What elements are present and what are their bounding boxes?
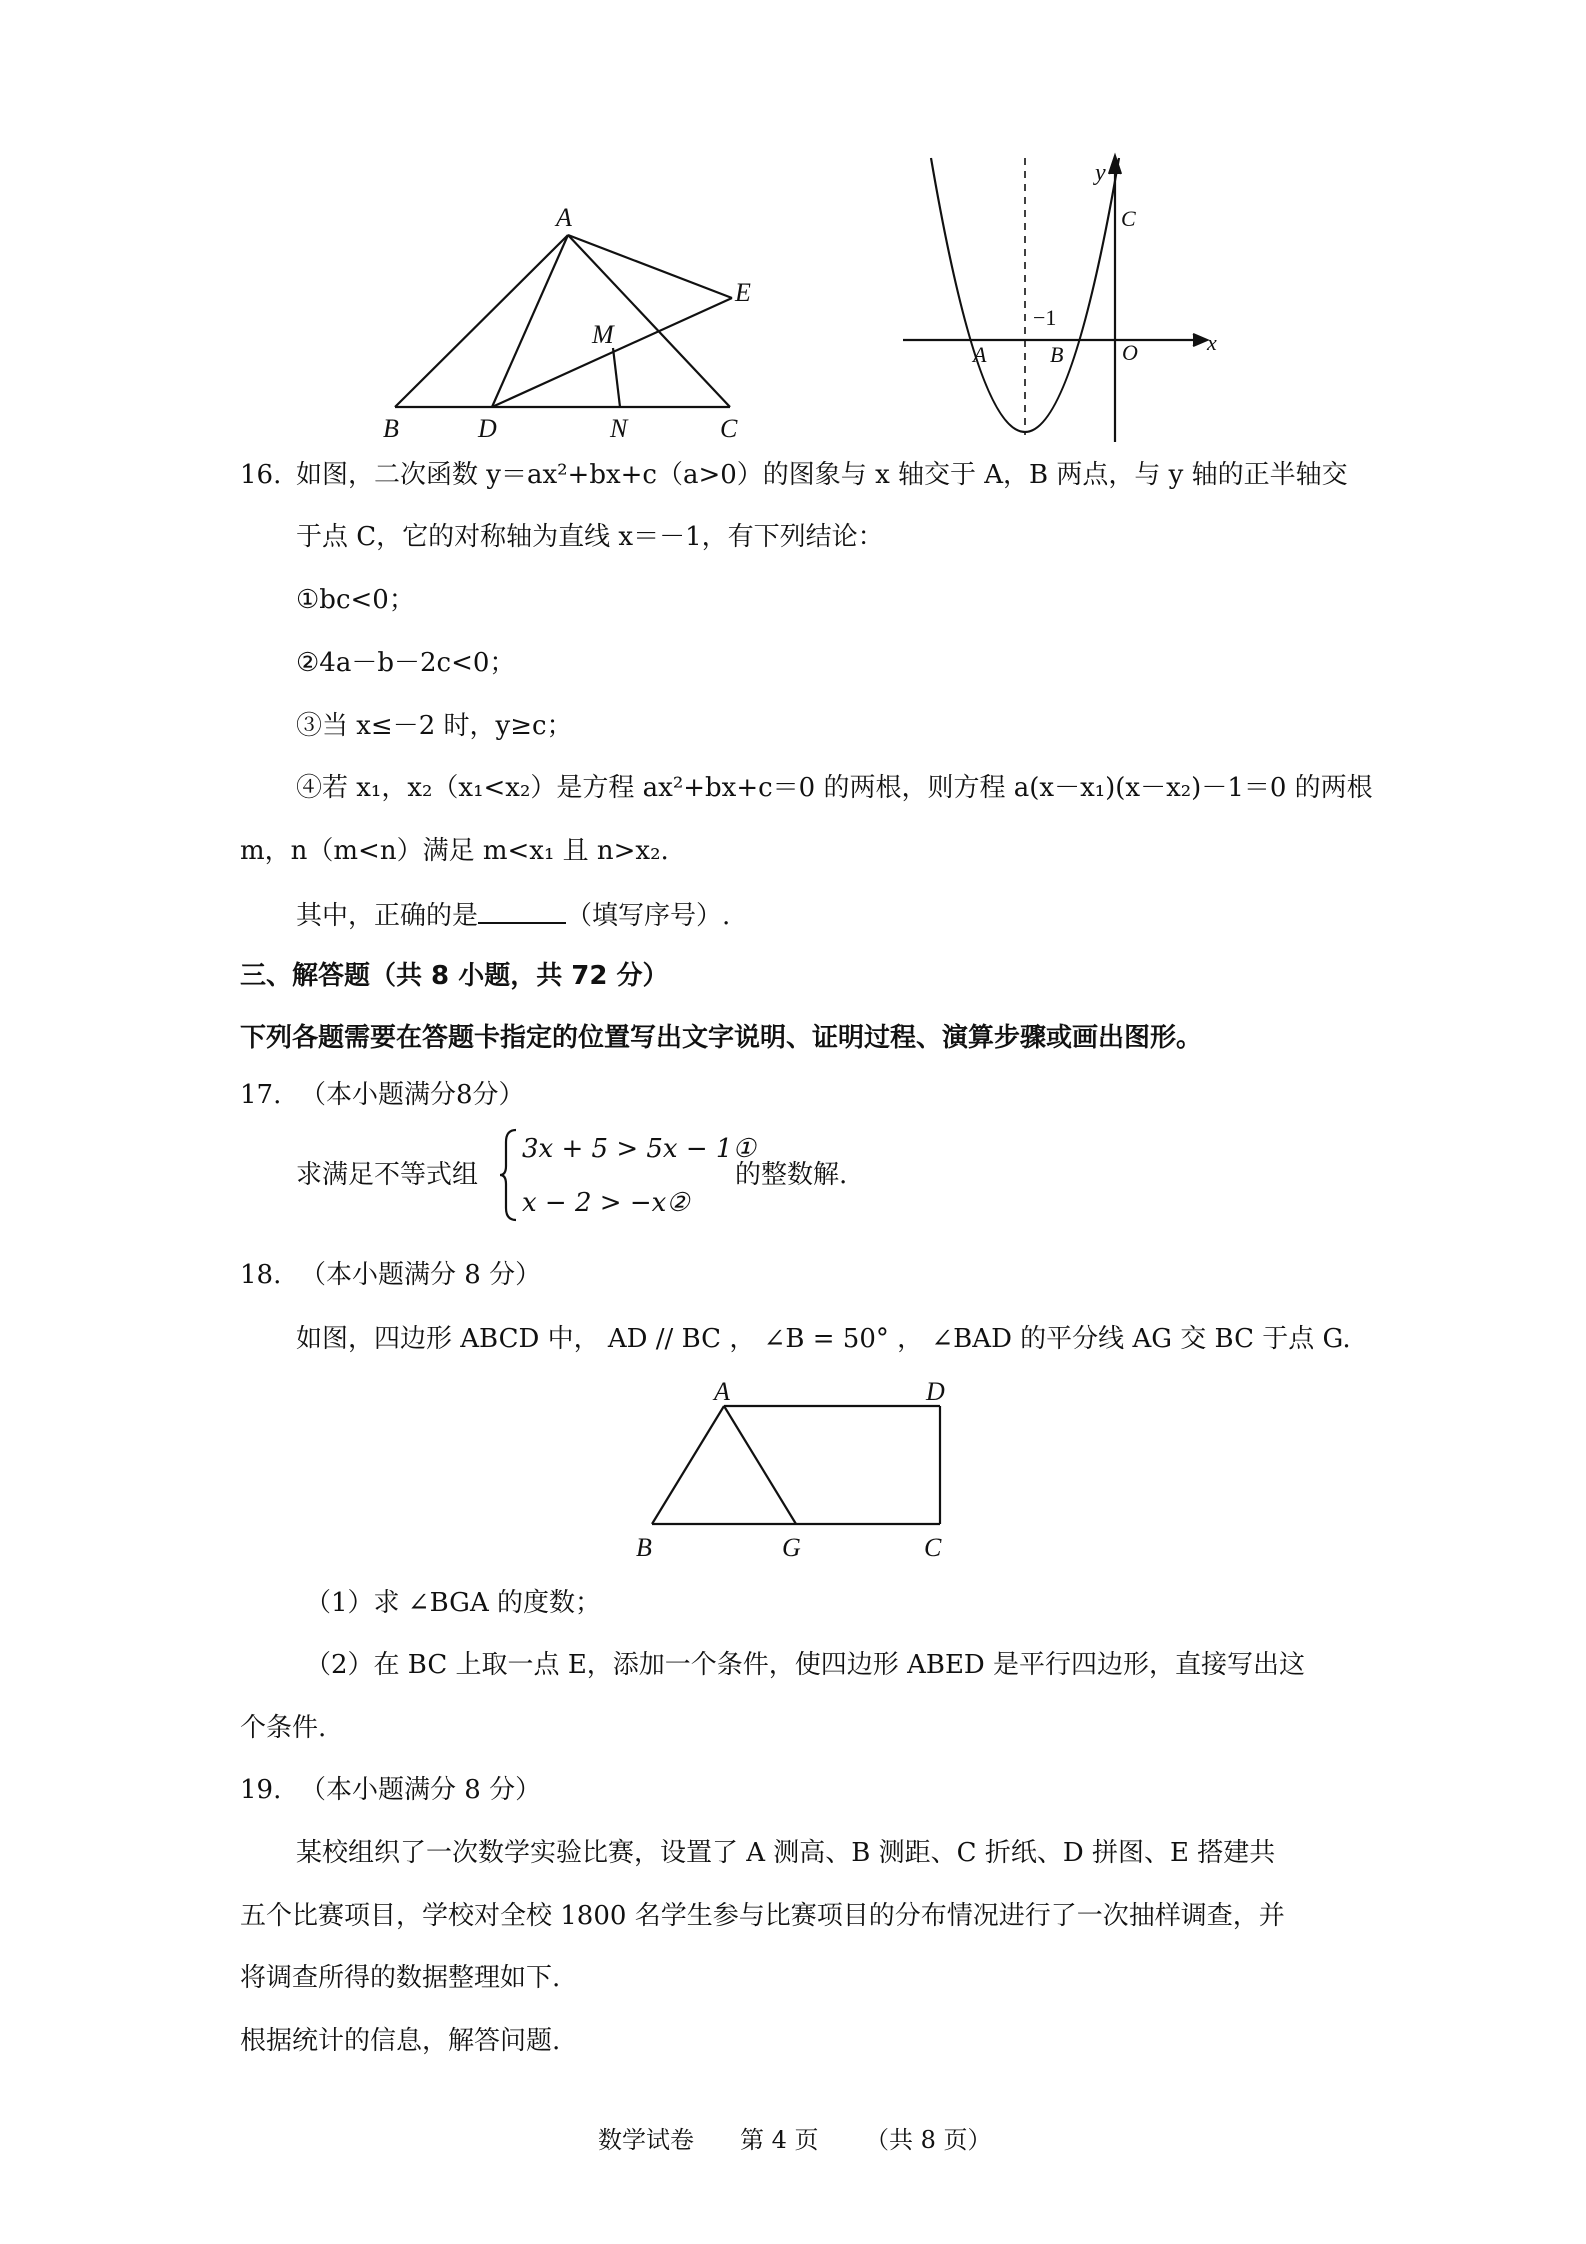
- q16-conclusion-4a: ④若 x₁，x₂（x₁<x₂）是方程 ax²+bx+c＝0 的两根，则方程 a(x－x₁)(x－x₂)－1＝0 的两根: [296, 773, 1373, 803]
- label-E: E: [735, 278, 751, 307]
- q17-post: 的整数解.: [735, 1160, 848, 1190]
- section3-title: 三、解答题（共 8 小题，共 72 分）: [240, 961, 669, 991]
- label-B: B: [636, 1533, 652, 1562]
- footer-total: （共 8 页）: [865, 2126, 992, 2154]
- q16-question-pre: 其中，正确的是: [296, 901, 479, 931]
- q16-question: [296, 900, 730, 929]
- q16-number: 16.: [240, 460, 282, 490]
- footer-subject: 数学试卷: [598, 2126, 694, 2154]
- label-D: D: [926, 1377, 945, 1406]
- section3-instructions: 下列各题需要在答题卡指定的位置写出文字说明、证明过程、演算步骤或画出图形。: [240, 1023, 1203, 1053]
- q16-conclusion-4b: m，n（m<n）满足 m<x₁ 且 n>x₂.: [240, 836, 669, 866]
- label-C: C: [924, 1533, 942, 1562]
- parabola-figure: [895, 150, 1230, 450]
- q19-score: （本小题满分 8 分）: [300, 1775, 542, 1805]
- q16-conclusion-3: ③当 x≤－2 时，y≥c；: [296, 711, 573, 741]
- q17-pre: 求满足不等式组: [296, 1160, 479, 1190]
- q17-number: 17.: [240, 1080, 282, 1110]
- triangle-figure: [370, 195, 760, 445]
- label-A: A: [556, 203, 572, 232]
- q18-part-1: （1）求 ∠BGA 的度数；: [305, 1588, 601, 1618]
- label-C: C: [1121, 206, 1136, 231]
- q16-conclusion-1: ①bc<0；: [296, 585, 415, 615]
- q16-question-post: （填写序号）.: [566, 901, 731, 931]
- label-C: C: [720, 414, 738, 443]
- q19-line1: 某校组织了一次数学实验比赛，设置了 A 测高、B 测距、C 折纸、D 拼图、E 搭建共: [296, 1838, 1276, 1868]
- label-M: M: [592, 320, 614, 349]
- q18-number: 18.: [240, 1260, 282, 1290]
- label-A: A: [714, 1377, 730, 1406]
- label-neg1: −1: [1033, 305, 1057, 330]
- label-B: B: [383, 414, 399, 443]
- footer-page: 第 4 页: [740, 2126, 819, 2154]
- q18-stem: 如图，四边形 ABCD 中， AD // BC ， ∠B = 50° ， ∠BAD 的平分线 AG 交 BC 于点 G.: [296, 1324, 1351, 1354]
- q16-line2: 于点 C，它的对称轴为直线 x＝－1，有下列结论：: [296, 522, 884, 552]
- label-O: O: [1122, 340, 1138, 365]
- quadrilateral-figure: [630, 1372, 970, 1562]
- axis-y-label: y: [1095, 160, 1106, 186]
- q18-part-2b: 个条件.: [240, 1713, 327, 1743]
- q16-conclusion-2: ②4a－b－2c<0；: [296, 648, 516, 678]
- q17-inequality-1: 3x + 5 > 5x − 1①: [522, 1134, 756, 1164]
- label-N: N: [610, 414, 628, 443]
- q18-score: （本小题满分 8 分）: [300, 1260, 542, 1290]
- label-D: D: [478, 414, 497, 443]
- q19-line2: 五个比赛项目，学校对全校 1800 名学生参与比赛项目的分布情况进行了一次抽样调查，并: [240, 1901, 1285, 1931]
- q18-part-2a: （2）在 BC 上取一点 E，添加一个条件，使四边形 ABED 是平行四边形，直接写出这: [305, 1650, 1306, 1680]
- q17-inequality-2: x − 2 > −x②: [522, 1188, 690, 1218]
- q16-line1: 如图，二次函数 y＝ax²+bx+c（a>0）的图象与 x 轴交于 A，B 两点，与 y 轴的正半轴交: [296, 460, 1348, 490]
- q19-number: 19.: [240, 1775, 282, 1805]
- label-A: A: [973, 342, 987, 367]
- axis-x-label: x: [1207, 330, 1217, 355]
- answer-blank: [478, 900, 566, 924]
- q17-score: （本小题满分8分）: [300, 1080, 525, 1110]
- label-G: G: [782, 1533, 801, 1562]
- q19-line4: 根据统计的信息，解答问题.: [240, 2026, 561, 2056]
- q17-brace: [498, 1128, 520, 1222]
- q19-line3: 将调查所得的数据整理如下.: [240, 1963, 561, 1993]
- label-B: B: [1050, 342, 1064, 367]
